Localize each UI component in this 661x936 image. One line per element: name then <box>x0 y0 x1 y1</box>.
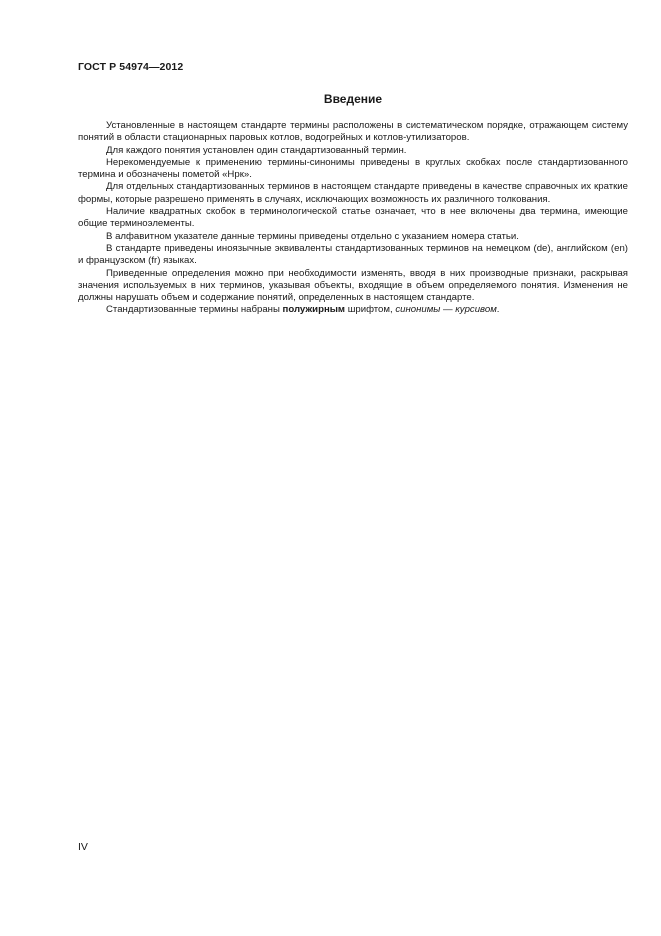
typography-bold-word: полужирным <box>282 304 346 316</box>
typography-dash: — <box>440 304 456 316</box>
paragraph-single-term: Для каждого понятия установлен один стандартизованный термин. <box>106 144 407 156</box>
document-header-code: ГОСТ Р 54974—2012 <box>78 61 184 73</box>
paragraph-alphabetic-index: В алфавитном указателе данные термины приведены отдельно с указанием номера статьи. <box>106 230 519 242</box>
paragraph-definitions: Приведенные определения можно при необходимости изменять, вводя в них производные признаки, раскрывая значения используемых в них терминов, указывая объекты, входящие в объем определяемого понятия. Изменения не должны нарушать объем и содержание понятий, определенных в настоящем стандарте. <box>78 267 628 304</box>
section-title: Введение <box>323 92 383 106</box>
typography-italic-word: синонимы <box>395 304 441 316</box>
paragraph-order: Установленные в настоящем стандарте термины расположены в систематическом порядке, отражающем систему понятий в области стационарных паровых котлов, водогрейных и котлов-утилизаторов. <box>78 120 628 144</box>
paragraph-synonyms: Нерекомендуемые к применению термины-синонимы приведены в круглых скобках после стандартизованного термина и обозначены пометой «Нрк». <box>78 156 628 181</box>
typography-text-middle: шрифтом, <box>345 304 396 316</box>
page-number: IV <box>78 841 88 853</box>
paragraph-square-brackets: Наличие квадратных скобок в терминологической статье означает, что в нее включены два термина, имеющие общие терминоэлементы. <box>78 206 628 230</box>
typography-text-end: . <box>496 304 500 316</box>
typography-text-before: Стандартизованные термины набраны <box>106 304 283 316</box>
introduction-body <box>78 120 628 317</box>
typography-italic-word-2: курсивом <box>455 304 497 316</box>
paragraph-foreign-equivalents: В стандарте приведены иноязычные эквиваленты стандартизованных терминов на немецком (de), английском (en) и французском (fr) языках. <box>78 242 628 267</box>
paragraph-short-forms: Для отдельных стандартизованных терминов в настоящем стандарте приведены в качестве справочных их краткие формы, которые разрешено применять в случаях, исключающих возможность их различного толкования. <box>78 181 628 205</box>
paragraph-typography <box>78 304 628 316</box>
